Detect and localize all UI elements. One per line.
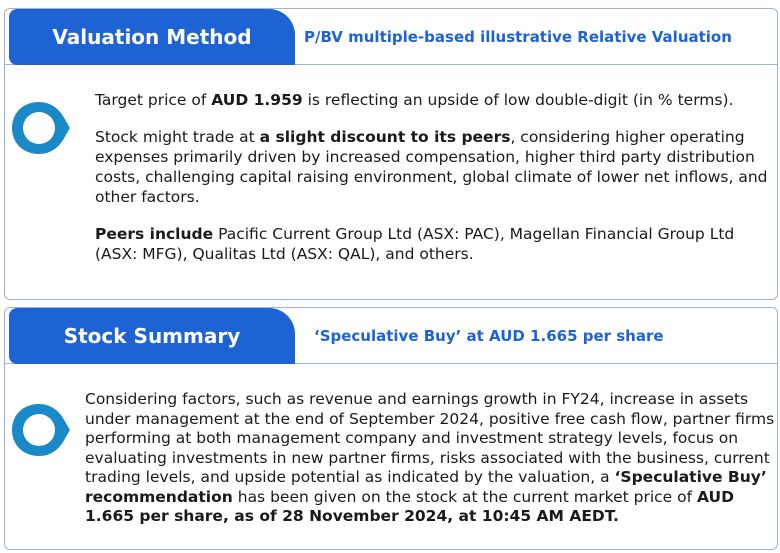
discount-paragraph (95, 127, 775, 207)
text-run: Target price of (95, 91, 212, 109)
text-run: , considering higher operating expenses primarily driven by increased compensation, higher third party distribution costs, challenging capital raising environment, global climate of lower net inflows, and other factors. (95, 128, 768, 206)
valuation-subtitle: P/BV multiple-based illustrative Relative Valuation (304, 28, 732, 46)
text-run: Pacific Current Group Ltd (ASX: PAC), Magellan Financial Group Ltd (ASX: MFG), Qualitas Ltd (ASX: QAL), and others. (95, 225, 735, 263)
discount-emphasis: a slight discount to its peers (259, 128, 511, 146)
location-pin-icon (6, 400, 72, 460)
text-run: has been given on the stock at the current market price of (232, 487, 698, 506)
valuation-header (5, 9, 777, 65)
valuation-body (95, 90, 775, 264)
price-date-emphasis: AUD 1.665 per share, as of 28 November 2024, at 10:45 AM AEDT. (85, 487, 734, 525)
peers-paragraph (95, 224, 775, 264)
text-run: is reflecting an upside of low double-digit (in % terms). (302, 91, 734, 109)
summary-paragraph (85, 390, 775, 527)
summary-subtitle: ‘Speculative Buy’ at AUD 1.665 per share (314, 327, 664, 345)
peers-label: Peers include (95, 225, 214, 243)
text-run: Stock might trade at (95, 128, 260, 146)
recommendation-emphasis: ‘Speculative Buy’ recommendation (85, 468, 767, 506)
text-run: Considering factors, such as revenue and earnings growth in FY24, increase in assets under management at the end of September 2024, positive free cash flow, partner firms performing at both management company and investment strategy levels, focus on evaluating investments in new partner firms, risks associated with the business, current trading levels, and upside potential as indicated by the valuation, a (85, 390, 775, 486)
target-price-paragraph (95, 90, 775, 110)
stock-summary-tab: Stock Summary (9, 308, 295, 364)
valuation-method-tab: Valuation Method (9, 9, 295, 65)
summary-body (85, 390, 775, 527)
location-pin-icon (6, 98, 72, 158)
summary-header (5, 308, 777, 364)
target-price-value: AUD 1.959 (211, 91, 303, 109)
